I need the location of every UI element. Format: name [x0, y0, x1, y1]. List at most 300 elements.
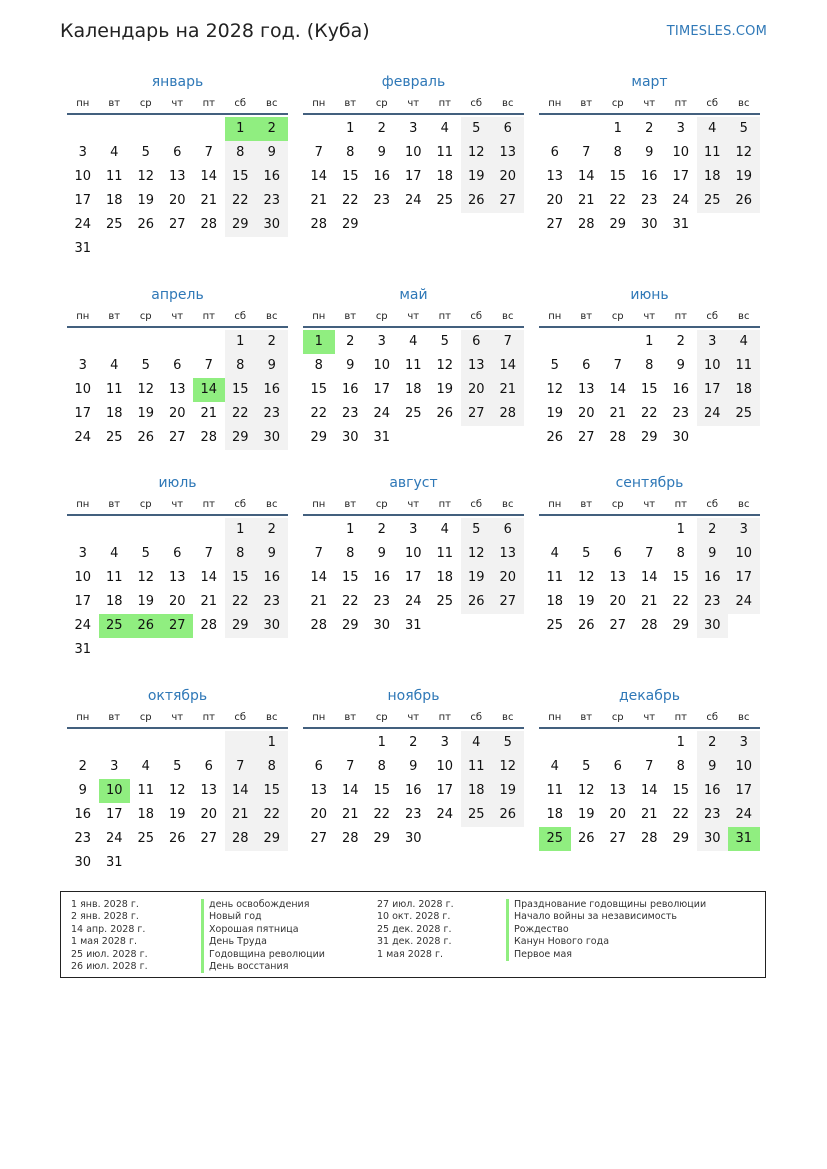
day-cell: 10	[672, 145, 690, 160]
month-7	[67, 473, 288, 662]
day-cell: 31	[404, 618, 422, 633]
day-cell: 26	[546, 430, 564, 445]
day-cell: 7	[204, 546, 213, 561]
day-cell: 15	[640, 382, 658, 397]
day-cell: 24	[404, 594, 422, 609]
day-cell: 29	[341, 618, 359, 633]
day-cell: 12	[137, 570, 155, 585]
day-cell: 12	[492, 755, 524, 779]
day-cell: 7	[645, 546, 654, 561]
weekday-label: чт	[171, 499, 184, 510]
day-cell: 3	[409, 121, 418, 136]
weekday-label: сб	[470, 499, 483, 510]
day-cell: 16	[640, 169, 658, 184]
empty-day	[571, 117, 603, 141]
day-cell: 15	[225, 165, 257, 189]
day-cell: 19	[577, 594, 595, 609]
weekday-label: пн	[76, 712, 90, 723]
day-cell: 2	[676, 334, 685, 349]
day-cell: 27	[200, 831, 218, 846]
day-grid	[67, 330, 288, 450]
day-cell: 13	[577, 382, 595, 397]
empty-day	[303, 117, 335, 141]
legend-date: 27 июл. 2028 г.	[377, 899, 454, 910]
day-cell: 9	[377, 145, 386, 160]
day-cell: 31	[373, 430, 391, 445]
day-cell: 1	[676, 735, 685, 750]
day-cell: 25	[404, 406, 422, 421]
day-cell: 17	[404, 169, 422, 184]
day-cell: 10	[74, 382, 92, 397]
day-cell: 18	[137, 807, 155, 822]
day-cell: 29	[640, 430, 658, 445]
day-cell: 27	[168, 217, 186, 232]
legend-holiday-name: Празднование годовщины революции	[506, 899, 706, 911]
weekday-label: вс	[502, 499, 514, 510]
day-cell: 13	[609, 570, 627, 585]
day-cell: 28	[310, 217, 328, 232]
day-cell: 4	[440, 121, 449, 136]
day-grid	[539, 518, 760, 638]
empty-day	[602, 330, 634, 354]
day-cell: 28	[577, 217, 595, 232]
day-cell: 2	[346, 334, 355, 349]
day-cell: 22	[225, 189, 257, 213]
day-cell: 24	[74, 217, 92, 232]
weekday-label: вт	[580, 499, 593, 510]
day-cell: 21	[310, 594, 328, 609]
day-cell: 18	[105, 193, 123, 208]
day-cell: 21	[341, 807, 359, 822]
day-cell: 12	[137, 382, 155, 397]
day-cell: 6	[173, 546, 182, 561]
weekday-label: пт	[674, 311, 687, 322]
weekday-label: сб	[470, 712, 483, 723]
month-name: август	[389, 475, 438, 491]
day-cell: 9	[377, 546, 386, 561]
day-cell: 24	[74, 430, 92, 445]
day-cell: 4	[440, 522, 449, 537]
day-cell: 28	[200, 618, 218, 633]
weekday-label: вс	[738, 499, 750, 510]
weekday-label: чт	[171, 311, 184, 322]
empty-day	[602, 518, 634, 542]
empty-day	[67, 117, 99, 141]
weekday-label: сб	[706, 311, 719, 322]
legend-holiday-name: Годовщина революции	[201, 949, 325, 961]
day-cell: 12	[461, 141, 493, 165]
day-cell: 3	[409, 522, 418, 537]
holiday-day: 10	[99, 779, 131, 803]
day-cell: 14	[200, 570, 218, 585]
day-cell: 22	[640, 406, 658, 421]
day-grid	[539, 330, 760, 450]
weekday-label: вс	[738, 98, 750, 109]
day-cell: 14	[492, 354, 524, 378]
weekday-label: чт	[643, 98, 656, 109]
day-cell: 25	[697, 189, 729, 213]
day-cell: 13	[461, 354, 493, 378]
day-cell: 6	[492, 518, 524, 542]
day-cell: 16	[672, 382, 690, 397]
day-cell: 22	[341, 594, 359, 609]
day-cell: 14	[310, 169, 328, 184]
legend-date: 25 июл. 2028 г.	[71, 948, 148, 960]
day-cell: 12	[546, 382, 564, 397]
day-cell: 21	[310, 193, 328, 208]
weekday-label: пн	[76, 311, 90, 322]
day-cell: 6	[613, 759, 622, 774]
day-cell: 25	[728, 402, 760, 426]
empty-day	[99, 330, 131, 354]
month-name: ноябрь	[387, 688, 440, 704]
weekday-label: пт	[674, 98, 687, 109]
day-cell: 11	[137, 783, 155, 798]
day-cell: 19	[137, 406, 155, 421]
day-cell: 16	[373, 570, 391, 585]
day-cell: 4	[697, 117, 729, 141]
day-cell: 23	[672, 406, 690, 421]
empty-day	[130, 330, 162, 354]
legend-holiday-name: Рождество	[506, 924, 706, 936]
day-cell: 25	[137, 831, 155, 846]
weekday-label: вт	[344, 98, 357, 109]
day-cell: 29	[225, 614, 257, 638]
day-cell: 18	[461, 779, 493, 803]
day-cell: 21	[225, 803, 257, 827]
weekday-label: ср	[611, 98, 624, 109]
day-cell: 15	[672, 570, 690, 585]
day-cell: 22	[256, 803, 288, 827]
empty-day	[162, 518, 194, 542]
day-cell: 18	[546, 594, 564, 609]
day-cell: 4	[461, 731, 493, 755]
legend-date: 1 мая 2028 г.	[71, 936, 137, 948]
day-cell: 6	[173, 358, 182, 373]
legend-holiday-name: День восстания	[201, 961, 325, 973]
day-cell: 10	[436, 759, 454, 774]
brand-link[interactable]: TIMESLES.COM	[666, 24, 767, 39]
day-cell: 17	[404, 570, 422, 585]
day-cell: 22	[341, 193, 359, 208]
weekday-label: пт	[202, 311, 215, 322]
day-cell: 13	[168, 570, 186, 585]
day-cell: 24	[697, 402, 729, 426]
day-cell: 8	[377, 759, 386, 774]
day-cell: 17	[74, 193, 92, 208]
day-cell: 4	[110, 546, 119, 561]
day-cell: 29	[225, 213, 257, 237]
day-cell: 6	[582, 358, 591, 373]
empty-day	[634, 518, 666, 542]
day-cell: 16	[74, 807, 92, 822]
day-cell: 19	[546, 406, 564, 421]
day-cell: 3	[697, 330, 729, 354]
weekday-label: сб	[706, 98, 719, 109]
weekday-header	[67, 95, 288, 115]
day-cell: 17	[672, 169, 690, 184]
day-cell: 5	[582, 546, 591, 561]
day-cell: 7	[314, 546, 323, 561]
empty-day	[67, 518, 99, 542]
day-cell: 15	[310, 382, 328, 397]
day-cell: 17	[697, 378, 729, 402]
legend-date: 2 янв. 2028 г.	[71, 911, 139, 923]
weekday-label: вс	[266, 98, 278, 109]
day-cell: 25	[436, 193, 454, 208]
day-cell: 8	[225, 542, 257, 566]
day-cell: 26	[436, 406, 454, 421]
day-cell: 24	[436, 807, 454, 822]
weekday-label: чт	[407, 311, 420, 322]
day-cell: 20	[168, 193, 186, 208]
day-cell: 23	[256, 402, 288, 426]
empty-day	[162, 117, 194, 141]
day-cell: 28	[200, 217, 218, 232]
day-cell: 12	[436, 358, 454, 373]
day-cell: 25	[461, 803, 493, 827]
weekday-label: сб	[234, 98, 247, 109]
day-cell: 29	[609, 217, 627, 232]
day-grid	[539, 731, 760, 851]
day-cell: 21	[640, 594, 658, 609]
day-cell: 4	[550, 759, 559, 774]
weekday-label: сб	[706, 499, 719, 510]
day-cell: 3	[440, 735, 449, 750]
day-cell: 16	[256, 566, 288, 590]
day-cell: 21	[609, 406, 627, 421]
weekday-label: вс	[266, 712, 278, 723]
day-cell: 29	[256, 827, 288, 851]
holiday-legend	[60, 891, 766, 978]
day-cell: 7	[645, 759, 654, 774]
day-cell: 25	[105, 430, 123, 445]
day-cell: 1	[645, 334, 654, 349]
legend-date: 26 июл. 2028 г.	[71, 960, 148, 972]
day-cell: 20	[492, 566, 524, 590]
day-cell: 3	[78, 145, 87, 160]
day-cell: 23	[404, 807, 422, 822]
weekday-label: вс	[266, 499, 278, 510]
day-cell: 17	[74, 594, 92, 609]
legend-holiday-name: Канун Нового года	[506, 936, 706, 948]
day-grid	[67, 731, 288, 875]
day-cell: 30	[256, 614, 288, 638]
legend-date: 25 дек. 2028 г.	[377, 923, 452, 935]
day-cell: 17	[74, 406, 92, 421]
empty-day	[193, 518, 225, 542]
empty-day	[539, 330, 571, 354]
weekday-label: вт	[344, 499, 357, 510]
weekday-label: ср	[139, 98, 152, 109]
month-5	[303, 285, 524, 450]
legend-date: 14 апр. 2028 г.	[71, 923, 146, 935]
empty-day	[539, 117, 571, 141]
day-cell: 5	[141, 546, 150, 561]
day-cell: 4	[550, 546, 559, 561]
day-cell: 5	[582, 759, 591, 774]
day-cell: 22	[225, 402, 257, 426]
day-cell: 2	[645, 121, 654, 136]
weekday-label: ср	[375, 499, 388, 510]
day-cell: 11	[697, 141, 729, 165]
weekday-label: пт	[438, 712, 451, 723]
day-cell: 31	[105, 855, 123, 870]
weekday-label: сб	[470, 311, 483, 322]
legend-names-col-1	[201, 899, 325, 973]
day-cell: 14	[577, 169, 595, 184]
holiday-day: 25	[539, 827, 571, 851]
month-4	[67, 285, 288, 450]
empty-day	[99, 731, 131, 755]
month-name: май	[399, 287, 428, 303]
weekday-label: чт	[643, 712, 656, 723]
day-cell: 10	[728, 755, 760, 779]
day-cell: 28	[609, 430, 627, 445]
weekday-header	[539, 496, 760, 516]
day-grid	[67, 117, 288, 261]
day-cell: 21	[640, 807, 658, 822]
day-cell: 16	[256, 378, 288, 402]
day-cell: 27	[461, 402, 493, 426]
weekday-header	[539, 95, 760, 115]
day-cell: 27	[609, 831, 627, 846]
day-cell: 11	[728, 354, 760, 378]
day-cell: 21	[200, 193, 218, 208]
empty-day	[130, 731, 162, 755]
day-cell: 14	[640, 783, 658, 798]
day-cell: 21	[200, 406, 218, 421]
day-cell: 1	[346, 121, 355, 136]
day-cell: 6	[173, 145, 182, 160]
day-cell: 8	[676, 759, 685, 774]
month-12	[539, 686, 760, 851]
day-cell: 10	[404, 145, 422, 160]
day-cell: 18	[697, 165, 729, 189]
day-cell: 28	[640, 831, 658, 846]
weekday-label: вт	[580, 98, 593, 109]
day-cell: 14	[200, 169, 218, 184]
weekday-label: чт	[171, 712, 184, 723]
day-cell: 9	[346, 358, 355, 373]
weekday-label: пт	[202, 499, 215, 510]
weekday-label: чт	[643, 311, 656, 322]
weekday-label: вт	[344, 311, 357, 322]
weekday-label: ср	[375, 712, 388, 723]
day-cell: 4	[110, 145, 119, 160]
day-cell: 8	[346, 145, 355, 160]
weekday-label: ср	[375, 98, 388, 109]
empty-day	[225, 731, 257, 755]
empty-day	[193, 731, 225, 755]
weekday-label: вс	[502, 311, 514, 322]
day-cell: 9	[697, 755, 729, 779]
day-cell: 20	[609, 594, 627, 609]
weekday-label: вс	[502, 98, 514, 109]
day-cell: 29	[341, 217, 359, 232]
month-11	[303, 686, 524, 851]
day-cell: 3	[728, 731, 760, 755]
day-cell: 15	[609, 169, 627, 184]
empty-day	[99, 117, 131, 141]
month-8	[303, 473, 524, 638]
day-cell: 26	[461, 590, 493, 614]
day-cell: 19	[728, 165, 760, 189]
day-cell: 14	[640, 570, 658, 585]
holiday-day: 25	[99, 614, 131, 638]
day-cell: 11	[546, 570, 564, 585]
weekday-label: ср	[139, 712, 152, 723]
day-cell: 3	[377, 334, 386, 349]
legend-date: 1 мая 2028 г.	[377, 948, 443, 960]
day-cell: 19	[137, 594, 155, 609]
day-cell: 20	[168, 406, 186, 421]
day-cell: 31	[672, 217, 690, 232]
legend-date: 31 дек. 2028 г.	[377, 936, 452, 948]
day-cell: 30	[672, 430, 690, 445]
day-cell: 5	[141, 145, 150, 160]
day-cell: 29	[225, 426, 257, 450]
day-cell: 11	[436, 546, 454, 561]
day-cell: 7	[204, 145, 213, 160]
month-1	[67, 72, 288, 261]
day-cell: 23	[697, 590, 729, 614]
day-cell: 22	[310, 406, 328, 421]
weekday-label: сб	[234, 499, 247, 510]
day-cell: 3	[78, 358, 87, 373]
holiday-day: 14	[193, 378, 225, 402]
day-cell: 26	[728, 189, 760, 213]
empty-day	[335, 731, 367, 755]
day-cell: 19	[577, 807, 595, 822]
legend-holiday-name: Хорошая пятница	[201, 924, 325, 936]
weekday-label: пн	[548, 499, 562, 510]
day-cell: 15	[225, 378, 257, 402]
weekday-label: пн	[312, 98, 326, 109]
day-cell: 23	[256, 189, 288, 213]
day-cell: 3	[78, 546, 87, 561]
weekday-label: ср	[611, 712, 624, 723]
day-cell: 23	[697, 803, 729, 827]
day-cell: 5	[550, 358, 559, 373]
day-cell: 16	[697, 779, 729, 803]
day-cell: 29	[672, 618, 690, 633]
month-9	[539, 473, 760, 638]
day-cell: 8	[225, 354, 257, 378]
legend-holiday-name: день освобождения	[201, 899, 325, 911]
weekday-label: пн	[76, 98, 90, 109]
day-cell: 4	[141, 759, 150, 774]
month-10	[67, 686, 288, 875]
day-cell: 9	[256, 141, 288, 165]
weekday-label: пн	[312, 311, 326, 322]
holiday-day: 27	[162, 614, 194, 638]
day-cell: 15	[373, 783, 391, 798]
day-cell: 17	[436, 783, 454, 798]
day-cell: 4	[110, 358, 119, 373]
day-cell: 12	[461, 542, 493, 566]
day-cell: 18	[546, 807, 564, 822]
weekday-label: сб	[470, 98, 483, 109]
day-cell: 7	[314, 145, 323, 160]
day-cell: 30	[256, 426, 288, 450]
day-cell: 13	[200, 783, 218, 798]
day-cell: 2	[697, 518, 729, 542]
day-cell: 20	[168, 594, 186, 609]
day-cell: 13	[492, 141, 524, 165]
day-cell: 22	[225, 590, 257, 614]
day-cell: 6	[492, 117, 524, 141]
